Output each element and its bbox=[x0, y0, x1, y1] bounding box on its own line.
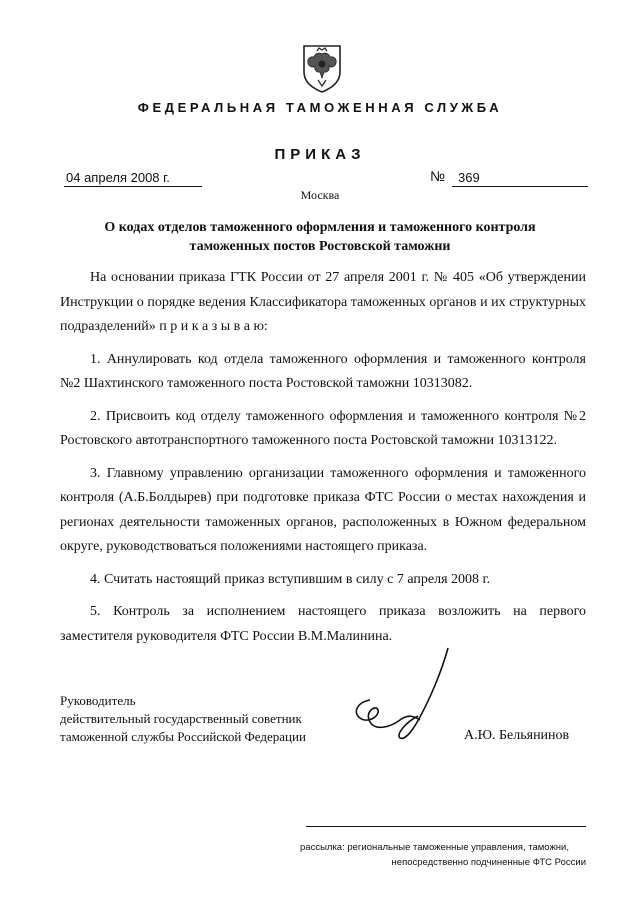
document-type: ПРИКАЗ bbox=[274, 146, 366, 163]
position-line: таможенной службы Российской Федерации bbox=[60, 729, 306, 744]
position-line: действительный государственный советник bbox=[60, 711, 302, 726]
position-line: Руководитель bbox=[60, 693, 136, 708]
agency-name: ФЕДЕРАЛЬНАЯ ТАМОЖЕННАЯ СЛУЖБА bbox=[137, 100, 503, 115]
distribution-line: рассылка: региональные таможенные управления, таможни, bbox=[300, 842, 570, 853]
subject-line: таможенных постов Ростовской таможни bbox=[189, 239, 451, 254]
order-item: 2. Присвоить код отделу таможенного оформления и таможенного контроля №2 Ростовского автотранспортного таможенного поста Ростовской таможни 10313122. bbox=[60, 408, 586, 448]
order-item: 4. Считать настоящий приказ вступившим в силу с 7 апреля 2008 г. bbox=[90, 571, 491, 587]
preamble: На основании приказа ГТК России от 27 апреля 2001 г. № 405 «Об утверждении Инструкции о порядке ведения Классификатора таможенных органов и их структурных подразделений» п р и к а з ы в а ю: bbox=[60, 270, 586, 334]
order-body bbox=[60, 266, 586, 657]
distribution-list bbox=[300, 840, 586, 870]
order-date: 04 апреля 2008 г. bbox=[64, 170, 202, 187]
subject-line: О кодах отделов таможенного оформления и таможенного контроля bbox=[104, 220, 536, 235]
order-number: 369 bbox=[452, 170, 588, 187]
distribution-line: непосредственно подчиненные ФТС России bbox=[391, 857, 586, 868]
coat-of-arms-icon bbox=[298, 42, 346, 94]
order-number-label: № bbox=[430, 168, 446, 184]
order-item: 5. Контроль за исполнением настоящего приказа возложить на первого заместителя руководителя ФТС России В.М.Малинина. bbox=[60, 604, 586, 644]
order-item: 3. Главному управлению организации таможенного оформления и таможенного контроля (А.Б.Болдырев) при подготовке приказа ФТС России о местах нахождения и регионах деятельности таможенных органов, расположенных в Южном федеральном округе, руководствоваться положениями настоящего приказа. bbox=[60, 465, 586, 554]
issue-city: Москва bbox=[300, 188, 340, 202]
order-subject bbox=[60, 218, 580, 256]
divider bbox=[306, 826, 586, 827]
signatory-name: А.Ю. Бельянинов bbox=[464, 728, 570, 743]
order-item: 1. Аннулировать код отдела таможенного оформления и таможенного контроля №2 Шахтинского таможенного поста Ростовской таможни 10313082. bbox=[60, 351, 586, 391]
